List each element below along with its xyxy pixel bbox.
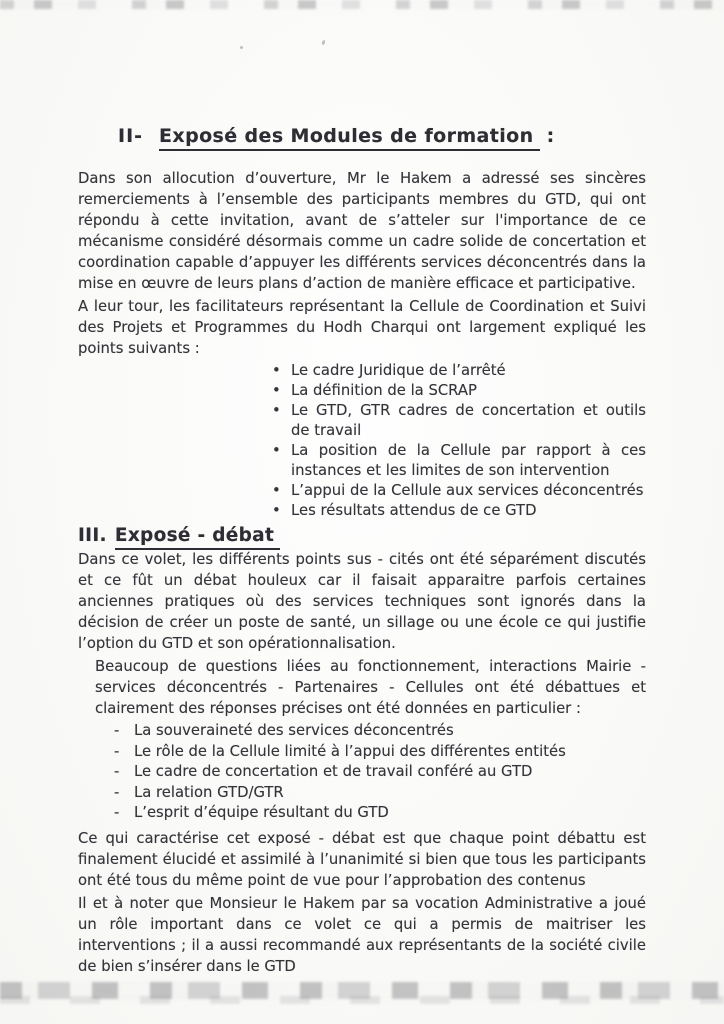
list-item-text: La souveraineté des services déconcentrés <box>134 722 454 739</box>
bullet-icon: • <box>272 502 281 519</box>
list-item-text: Le cadre de concertation et de travail conféré au GTD <box>134 763 533 780</box>
section-title: Exposé des Modules de formation <box>159 125 540 151</box>
dash-list-answers <box>78 721 646 824</box>
list-item-text: La position de la Cellule par rapport à ces instances et les limites de son intervention <box>291 442 646 479</box>
scan-noise-top <box>0 0 724 9</box>
list-item-text: Le cadre Juridique de l’arrêté <box>291 362 506 379</box>
dash-icon: - <box>114 722 120 739</box>
list-item-text: La définition de la SCRAP <box>291 382 477 399</box>
paragraph-questions: Beaucoup de questions liées au fonctionnement, interactions Mairie - services déconcentrés - Partenaires - Cellules ont été débattues et clairement des réponses précises ont été données en particulier : <box>95 658 646 717</box>
paragraph-hakem-role: Il et à noter que Monsieur le Hakem par sa vocation Administrative a joué un rôle important dans ce volet ce qui a permis de maitriser les interventions ; il a aussi recommandé aux représentants de la société civile de bien s’insérer dans le GTD <box>78 894 646 975</box>
bullet-icon: • <box>272 482 281 499</box>
list-item <box>272 501 646 521</box>
list-item-text: L’esprit d’équipe résultant du GTD <box>134 804 389 821</box>
list-item <box>114 803 646 824</box>
list-item <box>272 401 646 441</box>
bullet-icon: • <box>272 382 281 399</box>
bullet-icon: • <box>272 402 281 419</box>
section-title: Exposé - débat <box>115 525 280 550</box>
dash-icon: - <box>114 783 120 801</box>
list-item-text: L’appui de la Cellule aux services déconcentrés <box>291 482 644 499</box>
list-item <box>114 742 646 763</box>
list-item-text: Le rôle de la Cellule limité à l’appui des différentes entités <box>134 742 566 760</box>
section-numeral: III. <box>78 525 107 546</box>
list-item-text: La relation GTD/GTR <box>134 783 284 801</box>
list-item-text: Les résultats attendus de ce GTD <box>291 502 537 519</box>
section-title-suffix: : <box>546 125 555 147</box>
list-item <box>272 361 646 381</box>
dash-icon: - <box>114 763 120 780</box>
list-item <box>114 762 646 783</box>
section-numeral: II- <box>118 125 144 147</box>
list-item <box>272 441 646 481</box>
bullet-list-training-points <box>78 361 646 521</box>
list-item <box>272 381 646 401</box>
paragraph-debate-intro: Dans ce volet, les différents points sus - cités ont été séparément discutés et ce fût un débat houleux car il faisait apparaitre parfois certaines anciennes pratiques où des services techniques sont ignorés dans la décision de créer un poste de santé, un sillage ou une école ce qui justifie l’option du GTD et son opérationnalisation. <box>78 551 646 652</box>
paragraph-conclusion-debate: Ce qui caractérise cet exposé - débat est que chaque point débattu est finalement élucidé et assimilé à l’unanimité si bien que tous les participants ont été tous du même point de vue pour l’approbation des contenus <box>78 829 646 889</box>
scan-noise-bottom <box>0 982 724 999</box>
bullet-icon: • <box>272 442 281 459</box>
bullet-icon: • <box>272 362 281 379</box>
dash-icon: - <box>114 804 120 821</box>
paragraph-facilitators: A leur tour, les facilitateurs représentant la Cellule de Coordination et Suivi des Projets et Programmes du Hodh Charqui ont largement expliqué les points suivants : <box>78 298 646 357</box>
list-item-text: Le GTD, GTR cadres de concertation et outils de travail <box>291 402 646 439</box>
list-item <box>272 481 646 501</box>
dash-icon: - <box>114 742 120 760</box>
paragraph-opening-remarks: Dans son allocution d’ouverture, Mr le Hakem a adressé ses sincères remerciements à l’ensemble des participants membres du GTD, qui ont répondu à cette invitation, avant de s’atteler sur l'importance de ce mécanisme considéré désormais comme un cadre solide de concertation et coordination capable d’appuyer les différents services déconcentrés dans la mise en œuvre de leurs plans d’action de manière efficace et participative. <box>78 170 646 292</box>
list-item <box>114 721 646 742</box>
scan-speck <box>321 40 326 46</box>
scan-speck <box>240 46 243 49</box>
document-content <box>78 126 646 979</box>
section-heading-3 <box>78 525 646 546</box>
list-item <box>114 783 646 804</box>
section-heading-2 <box>78 126 646 147</box>
